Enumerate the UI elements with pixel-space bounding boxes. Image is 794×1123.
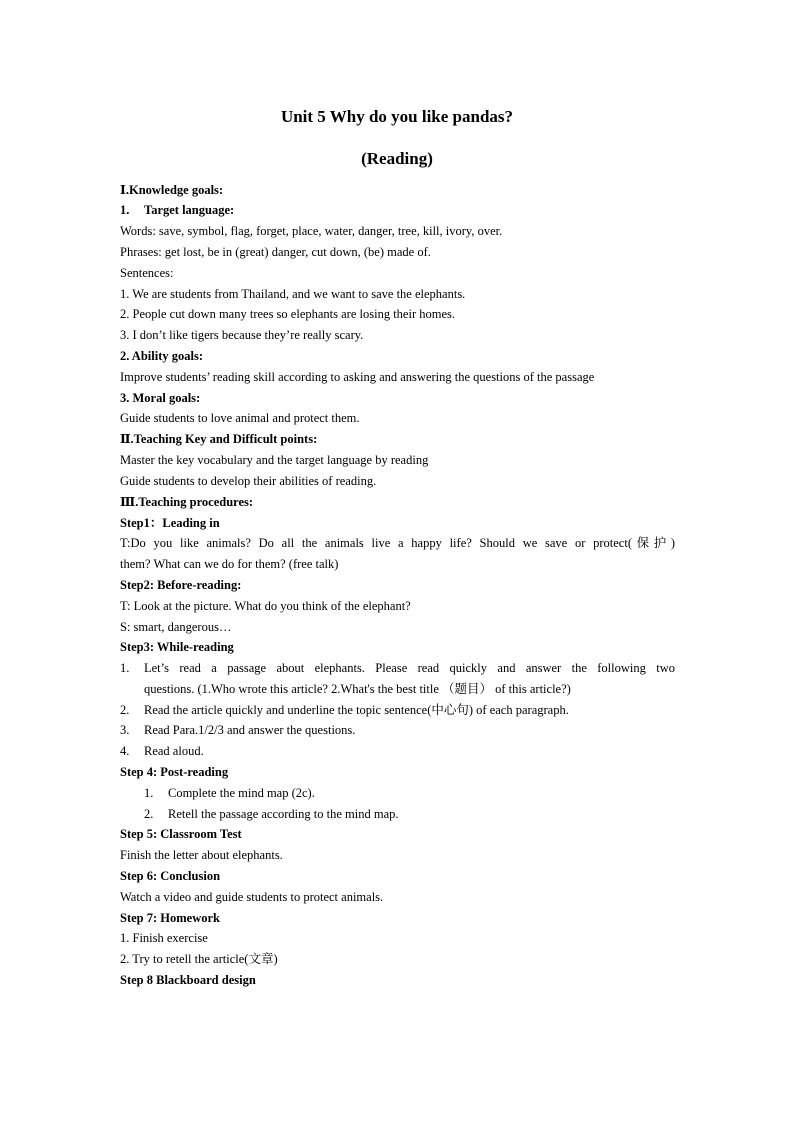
step3-item-text: Let’s read a passage about elephants. Please read quickly and answer the following two	[144, 661, 675, 675]
words-line: Words: save, symbol, flag, forget, place, water, danger, tree, kill, ivory, over.	[120, 224, 503, 238]
procedures-heading: Ⅲ.Teaching procedures:	[120, 495, 254, 509]
step3-item-number: 4.	[120, 744, 130, 758]
knowledge-goals-heading: Ⅰ.Knowledge goals:	[120, 183, 224, 197]
step3-item-text: Read the article quickly and underline the topic sentence(中心句) of each paragraph.	[144, 703, 569, 717]
ability-goals-text: Improve students’ reading skill according to asking and answering the questions of the passage	[120, 370, 595, 384]
target-language-heading	[120, 202, 675, 218]
step3-item	[120, 702, 675, 718]
step7-line: 2. Try to retell the article(文章)	[120, 952, 278, 966]
step7-line: 1. Finish exercise	[120, 931, 208, 945]
key-points-line: Master the key vocabulary and the target language by reading	[120, 453, 429, 467]
step3-item	[120, 722, 675, 738]
target-language-number: 1.	[120, 203, 130, 217]
sentences-label: Sentences:	[120, 266, 174, 280]
step4-heading: Step 4: Post-reading	[120, 765, 229, 779]
step3-item-text-cont: questions. (1.Who wrote this article? 2.What's the best title （题目） of this article?)	[144, 682, 571, 696]
step1-heading: Step1：Leading in	[120, 516, 220, 530]
step4-item-text: Retell the passage according to the mind map.	[168, 807, 399, 821]
step5-heading: Step 5: Classroom Test	[120, 827, 242, 841]
target-language-label: Target language:	[144, 203, 235, 217]
sentence-line: 2. People cut down many trees so elephants are losing their homes.	[120, 307, 455, 321]
key-points-line: Guide students to develop their abilities of reading.	[120, 474, 377, 488]
step3-item-text: Read aloud.	[144, 744, 204, 758]
phrases-line: Phrases: get lost, be in (great) danger, cut down, (be) made of.	[120, 245, 431, 259]
step3-item-number: 3.	[120, 723, 130, 737]
sentence-line: 1. We are students from Thailand, and we want to save the elephants.	[120, 287, 466, 301]
step7-heading: Step 7: Homework	[120, 911, 220, 925]
page-subtitle: (Reading)	[361, 149, 433, 168]
step6-heading: Step 6: Conclusion	[120, 869, 221, 883]
moral-goals-heading: 3. Moral goals:	[120, 391, 201, 405]
sentence-line: 3. I don’t like tigers because they’re really scary.	[120, 328, 364, 342]
step1-text-line1: T:Do you like animals? Do all the animals live a happy life? Should we save or protect(保护)	[120, 536, 675, 550]
step4-item-number: 2.	[144, 807, 154, 821]
step3-item	[120, 743, 675, 759]
step3-item-text: Read Para.1/2/3 and answer the questions.	[144, 723, 356, 737]
step4-item-number: 1.	[144, 786, 154, 800]
step4-item-text: Complete the mind map (2c).	[168, 786, 315, 800]
step3-heading: Step3: While-reading	[120, 640, 234, 654]
step3-item-number: 2.	[120, 703, 130, 717]
step3-item-number: 1.	[120, 661, 130, 675]
step2-heading: Step2: Before-reading:	[120, 578, 242, 592]
step8-heading: Step 8 Blackboard design	[120, 973, 256, 987]
page-title: Unit 5 Why do you like pandas?	[280, 107, 514, 126]
step2-line: S: smart, dangerous…	[120, 620, 232, 634]
step2-line: T: Look at the picture. What do you think of the elephant?	[120, 599, 411, 613]
moral-goals-text: Guide students to love animal and protect them.	[120, 411, 360, 425]
step1-text-line2: them? What can we do for them? (free talk)	[120, 557, 339, 571]
step4-item	[144, 806, 675, 822]
step4-item	[144, 785, 675, 801]
ability-goals-heading: 2. Ability goals:	[120, 349, 203, 363]
step6-text: Watch a video and guide students to protect animals.	[120, 890, 384, 904]
step5-text: Finish the letter about elephants.	[120, 848, 283, 862]
key-points-heading: Ⅱ.Teaching Key and Difficult points:	[120, 432, 318, 446]
